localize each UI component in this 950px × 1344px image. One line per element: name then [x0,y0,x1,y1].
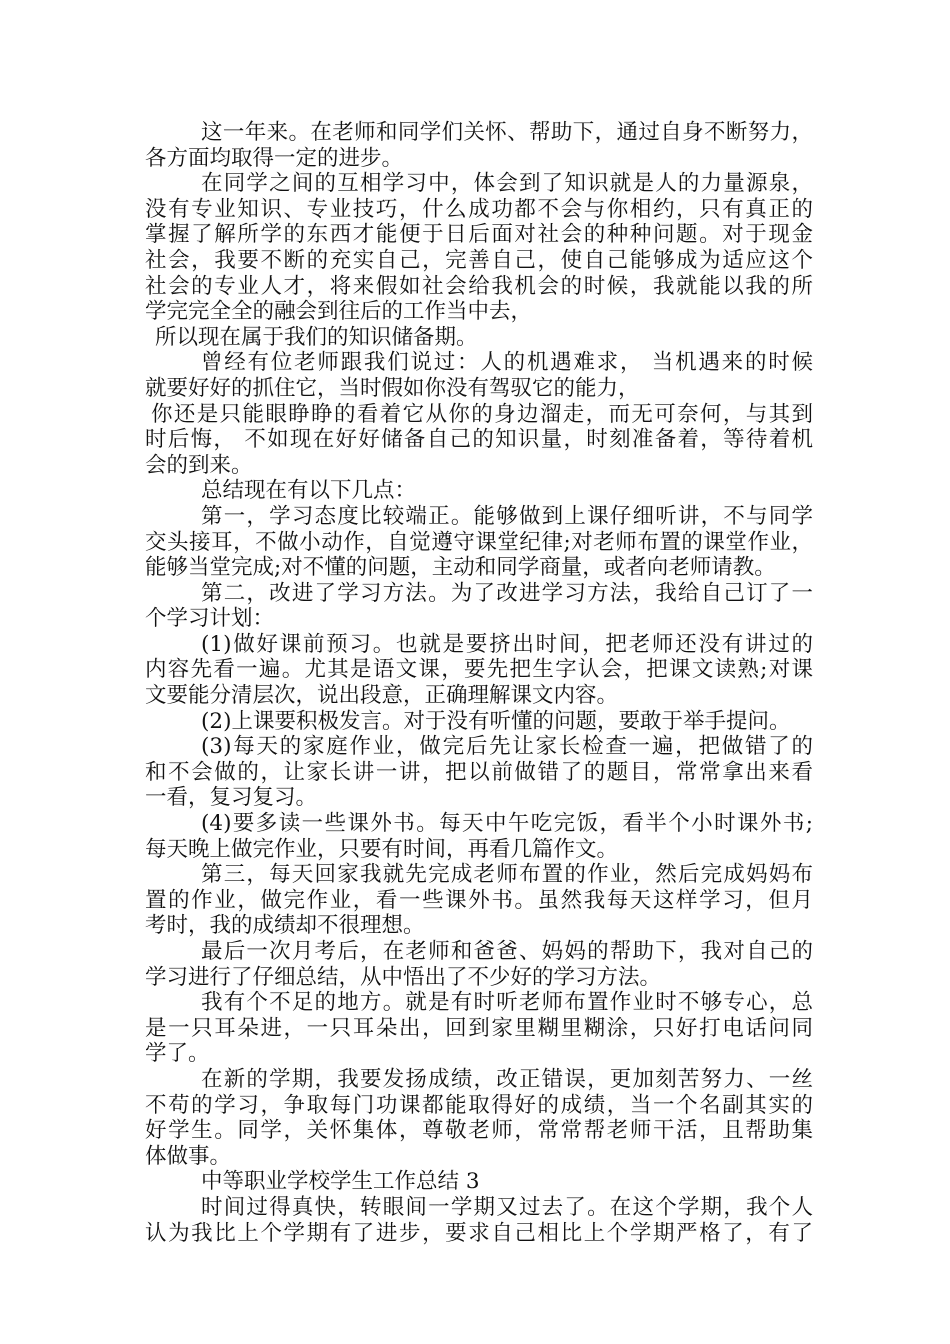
text-line: 总结现在有以下几点： [201,478,417,504]
text-line: 社会，我要不断的充实自己，完善自己，使自己能够成为适应这个 [145,247,813,273]
text-line: 时间过得真快，转眼间一学期又过去了。在这个学期，我个人 [201,1194,813,1220]
text-line: 我有个不足的地方。就是有时听老师布置作业时不够专心，总 [201,990,813,1016]
text-line: 交头接耳，不做小动作，自觉遵守课堂纪律;对老师布置的课堂作业， [145,529,813,555]
text-line: 第一，学习态度比较端正。能够做到上课仔细听讲，不与同学 [201,503,813,529]
text-line: 在新的学期，我要发扬成绩，改正错误，更加刻苦努力、一丝 [201,1066,813,1092]
text-line: 好学生。同学，关怀集体，尊敬老师，常常帮老师干活，且帮助集 [145,1118,813,1144]
text-line: 一看，复习复习。 [145,785,318,811]
text-line: 你还是只能眼睁睁的看着它从你的身边溜走，而无可奈何，与其到 [151,401,813,427]
text-line: 学习进行了仔细总结，从中悟出了不少好的学习方法。 [145,964,662,990]
text-line: 最后一次月考后，在老师和爸爸、妈妈的帮助下，我对自己的 [201,939,813,964]
text-line: 掌握了解所学的东西才能便于日后面对社会的种种问题。对于现金 [145,222,813,248]
text-line: 社会的专业人才，将来假如社会给我机会的时候，我就能以我的所 [145,273,813,299]
text-line: 会的到来。 [145,452,253,478]
text-line: 没有专业知识、专业技巧，什么成功都不会与你相约，只有真正的 [145,196,813,222]
text-line: 内容先看一遍。尤其是语文课，要先把生字认会，把课文读熟;对课 [145,657,813,683]
text-line: 学了。 [145,1041,210,1067]
text-line: (2)上课要积极发言。对于没有听懂的问题，要敢于举手提问。 [201,708,791,734]
text-line: 体做事。 [145,1143,232,1169]
text-line: 学完完全全的融会到往后的工作当中去， [145,299,533,325]
text-line: 曾经有位老师跟我们说过：人的机遇难求， 当机遇来的时候 [201,350,813,376]
text-line: 能够当堂完成;对不懂的问题，主动和同学商量，或者向老师请教。 [145,555,776,581]
text-line: 置的作业，做完作业，看一些课外书。虽然我每天这样学习，但月 [145,887,813,913]
text-line: 中等职业学校学生工作总结 3 [201,1169,480,1195]
text-line: 文要能分清层次，说出段意，正确理解课文内容。 [145,683,619,709]
document-page [145,120,813,1246]
text-line: 就要好好的抓住它，当时假如你没有驾驭它的能力， [145,375,640,401]
text-line: 每天晚上做完作业，只要有时间，再看几篇作文。 [145,836,619,862]
text-line: (1)做好课前预习。也就是要挤出时间，把老师还没有讲过的 [201,631,813,657]
text-line: (4)要多读一些课外书。每天中午吃完饭，看半个小时课外书; [201,811,813,837]
text-line: 时后悔， 不如现在好好储备自己的知识量，时刻准备着，等待着机 [145,427,813,453]
text-line: 和不会做的，让家长讲一讲，把以前做错了的题目，常常拿出来看 [145,759,813,785]
text-line: 个学习计划： [145,606,275,632]
text-line: 不苟的学习，争取每门功课都能取得好的成绩，当一个名副其实的 [145,1092,813,1118]
text-line: 所以现在属于我们的知识储备期。 [155,324,478,350]
text-line: 是一只耳朵进，一只耳朵出，回到家里糊里糊涂，只好打电话问同 [145,1015,813,1041]
text-line: (3)每天的家庭作业，做完后先让家长检查一遍，把做错了的 [201,734,813,760]
text-line: 第三，每天回家我就先完成老师布置的作业，然后完成妈妈布 [201,862,813,888]
text-line: 考时，我的成绩却不很理想。 [145,913,425,939]
text-line: 这一年来。在老师和同学们关怀、帮助下，通过自身不断努力， [201,120,813,145]
text-line: 认为我比上个学期有了进步，要求自己相比上个学期严格了，有了 [145,1220,813,1246]
text-line: 在同学之间的互相学习中，体会到了知识就是人的力量源泉， [201,171,813,197]
text-line: 第二，改进了学习方法。为了改进学习方法，我给自己订了一 [201,580,813,606]
text-line: 各方面均取得一定的进步。 [145,145,404,171]
